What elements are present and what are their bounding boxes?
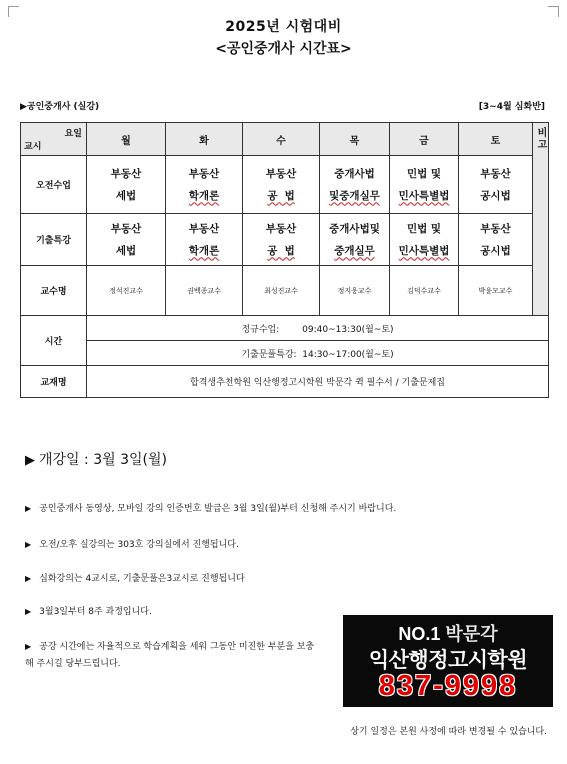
subject-line: 부동산: [265, 222, 297, 235]
corner-period-label: 교시: [24, 142, 42, 152]
banner-academy-name: 익산행정고시학원: [368, 648, 528, 672]
notice-text: 공인중개사 동영상, 모바일 강의 인증번호 발급은 3월 3일(월)부터 신청해 주시기 바랍니다.: [39, 504, 397, 514]
opening-date: [25, 449, 167, 469]
triangle-bullet-icon: ▶: [25, 607, 32, 616]
subject-line: 세법: [115, 244, 137, 257]
day-header: 월: [87, 123, 166, 156]
timetable: [20, 122, 549, 398]
subject-line: 부동산: [188, 167, 220, 180]
regular-class-time: 정규수업: 09:40~13:30(월~토): [87, 316, 549, 341]
professor-name: 정석진교수: [87, 266, 166, 316]
row-label: 교재명: [21, 366, 87, 398]
remarks-header: 비고: [535, 127, 546, 151]
subject-line: 부동산: [480, 167, 511, 180]
textbook-names: 합격생추천학원 익산행정고시학원 박문각 퀵 필수서 / 기출문제집: [87, 366, 549, 398]
subject-line: 공시법: [480, 189, 511, 202]
subject-line: 민사특별법: [398, 244, 450, 257]
subject-line: 민법 및: [406, 222, 442, 235]
subject-cell: [166, 214, 243, 266]
notice-text: 공강 시간에는 자율적으로 학습계획을 세워 그동안 미진한 부분을 보충해 주시길 당부드립니다.: [25, 642, 315, 669]
row-label: 기출특강: [21, 214, 87, 266]
subject-line: 부동산: [188, 222, 220, 235]
subject-line: 세법: [115, 189, 137, 202]
subject-cell: [243, 214, 320, 266]
day-header: 수: [243, 123, 320, 156]
subject-line: 공 법: [267, 189, 295, 202]
notice-item: [25, 638, 315, 673]
banner-phone: 837-9998: [378, 670, 518, 702]
subject-line: 공시법: [480, 244, 511, 257]
morning-class-row: [21, 156, 549, 214]
subject-line: 민법 및: [406, 167, 442, 180]
subject-cell: [166, 156, 243, 214]
subject-line: 학개론: [188, 244, 220, 257]
day-header: 화: [166, 123, 243, 156]
subject-cell: [459, 156, 533, 214]
subject-line: 및중개실무: [329, 189, 380, 202]
time-row-regular: [21, 316, 549, 341]
professor-name: 정지웅교수: [320, 266, 390, 316]
subject-line: 부동산: [110, 167, 142, 180]
triangle-bullet-icon: ▶: [25, 504, 32, 513]
notice-text: 심화강의는 4교시로, 기출문풀은3교시로 진행됩니다: [39, 574, 245, 584]
academy-banner: [343, 615, 553, 707]
day-header: 금: [390, 123, 459, 156]
subject-line: 중개사법및: [329, 222, 380, 235]
subject-line: 민사특별법: [398, 189, 450, 202]
subject-cell: [390, 156, 459, 214]
subject-line: 중개사법: [334, 167, 375, 180]
subject-cell: [243, 156, 320, 214]
timetable-header-row: [21, 123, 549, 156]
subject-line: 공 법: [267, 244, 295, 257]
subject-line: 중개실무: [334, 244, 375, 257]
banner-rank: [343, 620, 553, 646]
footer-disclaimer: 상기 일정은 본원 사정에 따라 변경될 수 있습니다.: [350, 727, 547, 737]
notice-text: 오전/오후 실강의는 303호 강의실에서 진행됩니다.: [39, 540, 239, 550]
notice-text: 3월3일부터 8주 과정입니다.: [39, 607, 152, 617]
course-label: ▶공인중개사 (실강): [20, 102, 100, 112]
triangle-bullet-icon: ▶: [25, 453, 35, 468]
professor-name: 김덕수교수: [390, 266, 459, 316]
subject-line: 부동산: [265, 167, 297, 180]
day-header: 토: [459, 123, 533, 156]
corner-cell: [21, 123, 87, 156]
opening-date-text: 개강일 : 3월 3일(월): [39, 452, 167, 468]
corner-day-label: 요일: [64, 129, 82, 139]
banner-rank-prefix: NO.1: [398, 624, 441, 644]
document-title: 2025년 시험대비: [225, 19, 342, 35]
notice-item: [25, 570, 525, 588]
session-label: [3~4월 심화반]: [478, 102, 545, 112]
subject-cell: [390, 214, 459, 266]
subject-cell: [87, 214, 166, 266]
subject-cell: [459, 214, 533, 266]
subject-cell: [320, 156, 390, 214]
triangle-bullet-icon: ▶: [25, 574, 32, 583]
row-label: 오전수업: [21, 156, 87, 214]
notice-item: [25, 500, 525, 518]
subject-cell: [87, 156, 166, 214]
document-subtitle: <공인중개사 시간표>: [215, 41, 352, 57]
remarks-column: [533, 123, 549, 316]
triangle-bullet-icon: ▶: [25, 642, 32, 651]
professor-name: 최성진교수: [243, 266, 320, 316]
subject-line: 부동산: [480, 222, 511, 235]
time-row-special: [21, 341, 549, 366]
banner-brand: 박문각: [445, 624, 498, 644]
textbook-row: [21, 366, 549, 398]
professor-row: [21, 266, 549, 316]
row-label: 교수명: [21, 266, 87, 316]
special-lecture-row: [21, 214, 549, 266]
professor-name: 박윤모교수: [459, 266, 533, 316]
subject-line: 학개론: [188, 189, 220, 202]
subject-cell: [320, 214, 390, 266]
professor-name: 권백종교수: [166, 266, 243, 316]
special-lecture-time: 기출문풀특강: 14:30~17:00(월~토): [87, 341, 549, 366]
subject-line: 부동산: [110, 222, 142, 235]
row-label: 시간: [21, 316, 87, 366]
triangle-bullet-icon: ▶: [25, 540, 32, 549]
day-header: 목: [320, 123, 390, 156]
notice-item: [25, 536, 525, 554]
